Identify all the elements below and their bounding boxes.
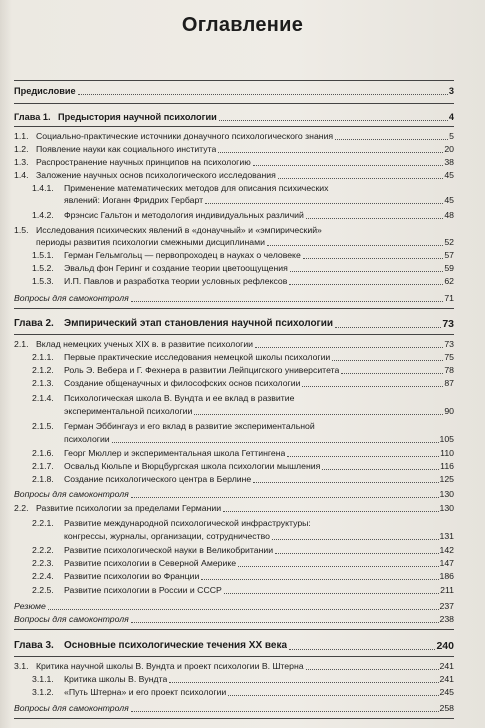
entry-number: 3.1.1. [32,674,54,684]
toc-entry[interactable] [14,157,454,168]
toc-review[interactable] [14,489,454,500]
toc-page-number: 52 [444,237,454,247]
toc-chapter-heading[interactable] [14,318,454,330]
toc-page-number: 142 [439,545,454,555]
toc-entry[interactable] [32,585,454,596]
chapter-title: Основные психологические течения XX века [64,640,288,651]
toc-chapter-heading[interactable] [14,640,454,652]
entry-number: 2.1.4. [32,393,54,403]
entry-text: Вопросы для самоконтроля [14,703,129,713]
entry-text: Эвальд фон Геринг и создание теории цветоощущения [64,263,288,273]
leader-dots [228,695,438,696]
divider [14,103,454,104]
toc-entry[interactable] [32,250,454,261]
entry-text: Фрэнсис Гальтон и методология индивидуальных различий [64,210,304,220]
entry-text: Социально-практические источники донаучного психологического знания [36,131,334,141]
divider [14,126,454,127]
entry-text: Роль Э. Вебера и Г. Фехнера в развитии Лейпцигского университета [64,365,340,375]
toc-entry[interactable] [14,131,454,142]
entry-number: 2.1. [14,339,29,349]
entry-text: Герман Гельмгольц — первопроходец в науках о человеке [64,250,301,260]
entry-text: Применение математических методов для описания психических [64,183,329,193]
toc-entry[interactable] [32,474,454,485]
toc-page-number: 90 [444,406,454,416]
toc-page-number: 87 [444,378,454,388]
toc-review[interactable] [14,293,454,304]
toc-entry[interactable] [32,674,454,685]
entry-text: Развитие психологии во Франции [64,571,200,581]
divider [14,629,454,630]
toc-entry[interactable] [32,558,454,569]
entry-text: «Путь Штерна» и его проект психологии [64,687,227,697]
entry-number: 2.1.2. [32,365,54,375]
leader-dots [255,347,443,348]
entry-number: 2.2.2. [32,545,54,555]
leader-dots [272,539,439,540]
toc-page-number: 241 [439,674,454,684]
toc-page-number: 130 [439,489,454,499]
entry-number: 2.1.7. [32,461,54,471]
leader-dots [201,579,438,580]
toc-review[interactable] [14,614,454,625]
toc-page-number: 75 [444,352,454,362]
toc-entry-first-line [32,393,294,404]
entry-text: Развитие международной психологической инфраструктуры: [64,518,311,528]
toc-page-number: 45 [444,195,454,205]
entry-number: 1.2. [14,144,29,154]
leader-dots [238,566,438,567]
entry-number: 3.1.2. [32,687,54,697]
toc-page-number: 258 [439,703,454,713]
entry-number: 1.5.1. [32,250,54,260]
leader-dots [278,178,443,179]
toc-entry[interactable] [32,571,454,582]
entry-number: 2.2. [14,503,29,513]
leader-dots [219,120,448,121]
entry-text: Вклад немецких ученых XIX в. в развитие психологии [36,339,254,349]
entry-text: явлений: Иоганн Фридрих Гербарт [64,195,204,205]
leader-dots [169,682,438,683]
toc-entry[interactable] [36,237,454,248]
toc-entry[interactable] [64,195,454,206]
entry-number: 1.1. [14,131,29,141]
divider [14,308,454,309]
entry-text: Появление науки как социального института [36,144,217,154]
entry-number: 2.1.5. [32,421,54,431]
leader-dots [131,711,439,712]
toc-entry[interactable] [32,448,454,459]
entry-number: 3.1. [14,661,29,671]
chapter-title: Предыстория научной психологии [58,112,217,122]
entry-text: Резюме [14,601,46,611]
toc-page-number: 57 [444,250,454,260]
leader-dots [290,271,444,272]
leader-dots [267,245,443,246]
entry-number: 1.5. [14,225,29,235]
toc-entry[interactable] [32,378,454,389]
toc-page-number: 186 [439,571,454,581]
leader-dots [131,622,439,623]
entry-number: 1.4.2. [32,210,54,220]
toc-page-number: 131 [439,531,454,541]
entry-text: Создание общенаучных и философских основ психологии [64,378,301,388]
entry-text: Вопросы для самоконтроля [14,489,129,499]
toc-review[interactable] [14,703,454,714]
leader-dots [289,649,435,650]
leader-dots [332,360,443,361]
leader-dots [218,152,443,153]
leader-dots [48,609,439,610]
toc-entry[interactable] [32,365,454,376]
toc-page-number: 110 [440,448,454,458]
entry-text: экспериментальной психологии [64,406,193,416]
chapter-number: Глава 2. [14,318,54,329]
divider [14,80,454,81]
toc-entry[interactable] [64,406,454,417]
leader-dots [78,94,448,95]
leader-dots [131,301,444,302]
entry-text: Критика школы В. Вундта [64,674,168,684]
leader-dots [306,669,439,670]
toc-entry[interactable] [14,170,454,181]
toc-page-number: 241 [439,661,454,671]
leader-dots [322,469,439,470]
toc-page-number: 105 [439,434,454,444]
toc-entry[interactable] [32,263,454,274]
toc-entry-first-line [32,421,315,432]
leader-dots [205,203,443,204]
entry-text: Первые практические исследования немецкой школы психологии [64,352,331,362]
entry-text: Освальд Кюльпе и Вюрцбургская школа психологии мышления [64,461,321,471]
entry-text: конгрессы, журналы, организации, сотрудничество [64,531,270,541]
toc-page-number: 73 [442,318,454,330]
entry-number: 2.2.4. [32,571,54,581]
divider [14,334,454,335]
toc-entry[interactable] [14,503,454,514]
toc-page-number: 237 [439,601,454,611]
toc-entry[interactable] [14,661,454,672]
leader-dots [302,386,443,387]
page-title: Оглавление [181,14,304,36]
entry-number: 2.1.3. [32,378,54,388]
entry-text: Развитие психологии за пределами Германии [36,503,222,513]
toc-entry[interactable] [14,339,454,350]
toc-page-number: 240 [436,640,454,652]
toc-entry-first-line [32,183,329,194]
toc-page-number: 238 [439,614,454,624]
entry-number: 1.4.1. [32,183,54,193]
toc-entry-first-line [32,518,311,529]
toc-entry[interactable] [32,461,454,472]
toc-page-number: 130 [439,503,454,513]
leader-dots [335,139,448,140]
entry-text: Развитие психологии в России и СССР [64,585,222,595]
entry-text: Вопросы для самоконтроля [14,293,129,303]
entry-number: 1.3. [14,157,29,167]
leader-dots [131,497,439,498]
leader-dots [306,218,443,219]
toc-entry-text: Предисловие [14,86,76,96]
entry-text: Вопросы для самоконтроля [14,614,129,624]
chapter-number: Глава 3. [14,640,54,651]
entry-number: 2.1.8. [32,474,54,484]
entry-text: Психологическая школа В. Вундта и ее вклад в развитие [64,393,295,403]
toc-page-number: 62 [444,276,454,286]
entry-number: 1.5.2. [32,263,54,273]
toc-entry[interactable] [14,144,454,155]
toc-summary[interactable] [14,601,454,612]
entry-text: Развитие психологии в Северной Америке [64,558,237,568]
leader-dots [194,414,443,415]
entry-text: Георг Мюллер и экспериментальная школа Геттингена [64,448,286,458]
leader-dots [341,373,443,374]
toc-entry[interactable] [64,531,454,542]
entry-text: Исследования психических явлений в «донаучный» и «эмпирический» [36,225,322,235]
leader-dots [275,553,438,554]
toc-page-number: 45 [444,170,454,180]
divider [14,718,454,719]
toc-page-number: 59 [444,263,454,273]
chapter-number: Глава 1. [14,112,51,122]
leader-dots [253,482,438,483]
toc-page-number: 5 [449,131,454,141]
leader-dots [224,593,439,594]
entry-text: Распространение научных принципов на психологию [36,157,251,167]
toc-page-number: 211 [440,585,454,595]
toc-entry[interactable] [32,687,454,698]
toc-entry[interactable] [32,545,454,556]
toc-page-number: 147 [439,558,454,568]
toc-page-number: 3 [448,86,454,96]
toc-entry[interactable] [32,276,454,287]
entry-text: Герман Эббингауз и его вклад в развитие экспериментальной [64,421,315,431]
toc-page-number: 20 [444,144,454,154]
toc-page-number: 73 [444,339,454,349]
entry-number: 2.2.3. [32,558,54,568]
toc-page-number: 71 [444,293,454,303]
toc-page-number: 78 [444,365,454,375]
toc-entry[interactable] [32,352,454,363]
toc-page-number: 48 [444,210,454,220]
leader-dots [253,165,444,166]
entry-text: Заложение научных основ психологического исследования [36,170,276,180]
entry-text: Создание психологического центра в Берлине [64,474,252,484]
divider [14,656,454,657]
toc-preface[interactable] [14,86,454,97]
leader-dots [303,258,444,259]
entry-text: периоды развития психологии смежными дисциплинами [36,237,265,247]
toc-entry[interactable] [64,434,454,445]
entry-text: Развитие психологической науки в Великобритании [64,545,274,555]
entry-number: 2.2.5. [32,585,54,595]
toc-page-number: 116 [440,461,454,471]
leader-dots [335,327,441,328]
chapter-title: Эмпирический этап становления научной психологии [64,318,334,329]
entry-number: 2.1.1. [32,352,54,362]
entry-number: 2.1.6. [32,448,54,458]
leader-dots [112,442,439,443]
leader-dots [287,456,439,457]
toc-page-number: 125 [439,474,454,484]
entry-text: психологии [64,434,110,444]
leader-dots [223,511,438,512]
toc-chapter-heading[interactable] [14,112,454,123]
entry-number: 1.5.3. [32,276,54,286]
leader-dots [289,284,443,285]
toc-page-number: 245 [439,687,454,697]
entry-text: Критика научной школы В. Вундта и проект психологии В. Штерна [36,661,304,671]
entry-text: И.П. Павлов и разработка теории условных рефлексов [64,276,288,286]
toc-entry[interactable] [32,210,454,221]
entry-number: 1.4. [14,170,29,180]
entry-number: 2.2.1. [32,518,54,528]
toc-entry-first-line [14,225,322,236]
toc-page-number: 38 [444,157,454,167]
toc-page-number: 4 [448,112,454,122]
